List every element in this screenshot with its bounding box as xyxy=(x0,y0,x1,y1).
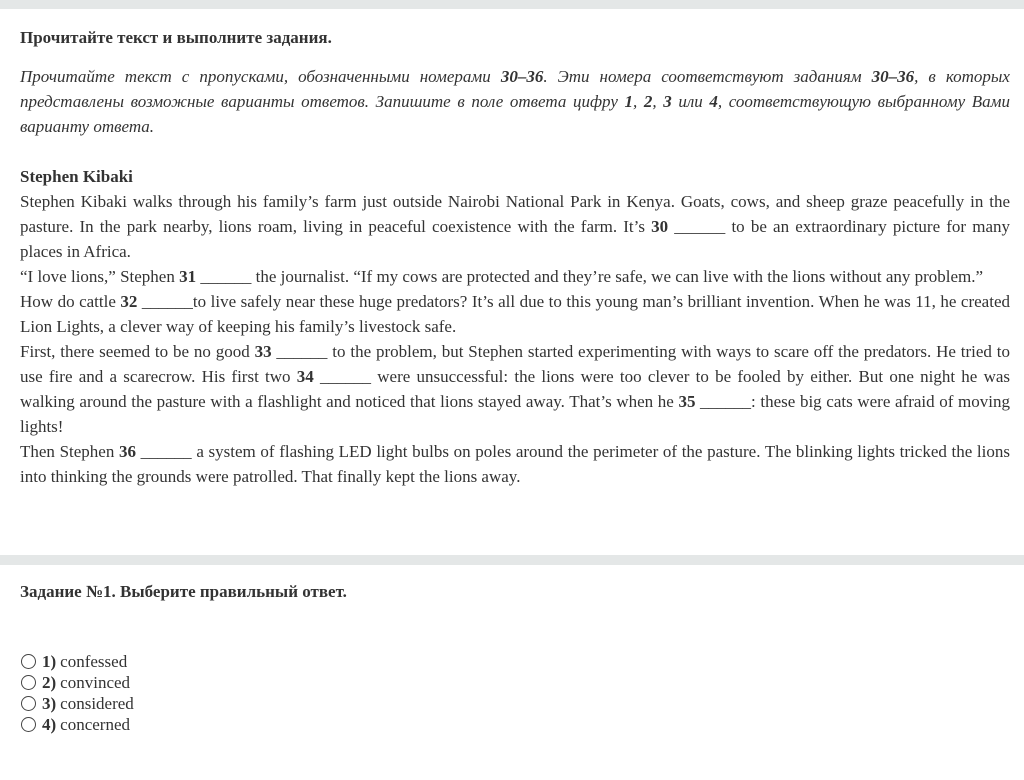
answer-option-2[interactable] xyxy=(21,672,134,693)
option-label: concerned xyxy=(60,715,131,734)
story-paragraph: Then Stephen 36 ______ a system of flashing LED light bulbs on poles around the perimeter of the pasture. The blinking lights tricked the lions into thinking the grounds were patrolled. That finally kept the lions away. xyxy=(20,442,1010,486)
story-paragraph: “I love lions,” Stephen 31 ______ the journalist. “If my cows are protected and they’re safe, we can live with the lions without any problem.” xyxy=(20,267,984,286)
radio-button[interactable] xyxy=(21,717,36,732)
answer-option-3[interactable] xyxy=(21,693,134,714)
story-paragraph: Stephen Kibaki walks through his family’s farm just outside Nairobi National Park in Kenya. Goats, cows, and sheep graze peacefully in the pasture. In the park nearby, lions roam, living in peaceful coexistence with the farm. It’s 30 ______ to be an extraordinary picture for many places in Africa. xyxy=(20,192,1011,261)
top-divider xyxy=(0,0,1024,9)
story-heading: Stephen Kibaki xyxy=(20,167,133,186)
story-text xyxy=(20,164,1010,489)
gap-number: 32 xyxy=(120,292,138,311)
radio-button[interactable] xyxy=(21,654,36,669)
option-number: 4) xyxy=(42,715,57,734)
option-number: 2) xyxy=(42,673,57,692)
gap-number: 30 xyxy=(651,217,669,236)
answer-option-1[interactable] xyxy=(21,651,134,672)
story-paragraph: How do cattle 32 ______to live safely near these huge predators? It’s all due to this young man’s brilliant invention. When he was 11, he created Lion Lights, a clever way of keeping his family’s livestock safe. xyxy=(20,292,1010,336)
answer-options xyxy=(21,651,134,735)
option-number: 3) xyxy=(42,694,57,713)
instructions: Прочитайте текст с пропусками, обозначенными номерами 30–36. Эти номера соответствуют заданиям 30–36, в которых представлены возможные варианты ответов. Запишите в поле ответа цифру 1, 2, 3 или 4, соответствующую выбранному Вами варианту ответа. xyxy=(20,67,1011,136)
task-title: Задание №1. Выберите правильный ответ. xyxy=(20,582,347,601)
radio-button[interactable] xyxy=(21,675,36,690)
option-label: convinced xyxy=(60,673,131,692)
section-divider xyxy=(0,555,1024,565)
gap-number: 35 xyxy=(678,392,696,411)
radio-button[interactable] xyxy=(21,696,36,711)
gap-number: 31 xyxy=(179,267,197,286)
option-label: confessed xyxy=(60,652,128,671)
answer-option-4[interactable] xyxy=(21,714,134,735)
gap-number: 33 xyxy=(254,342,272,361)
option-label: considered xyxy=(60,694,134,713)
option-number: 1) xyxy=(42,652,57,671)
gap-number: 34 xyxy=(296,367,314,386)
gap-number: 36 xyxy=(119,442,137,461)
page-title: Прочитайте текст и выполните задания. xyxy=(20,28,332,47)
story-paragraph: First, there seemed to be no good 33 ______ to the problem, but Stephen started experimenting with ways to scare off the predators. He tried to use fire and a scarecrow. His first two 34 ______ were unsuccessful: the lions were too clever to be fooled by either. But one night he was walking around the pasture with a flashlight and noticed that lions stayed away. That’s when he 35 ______: these big cats were afraid of moving lights! xyxy=(20,342,1011,436)
